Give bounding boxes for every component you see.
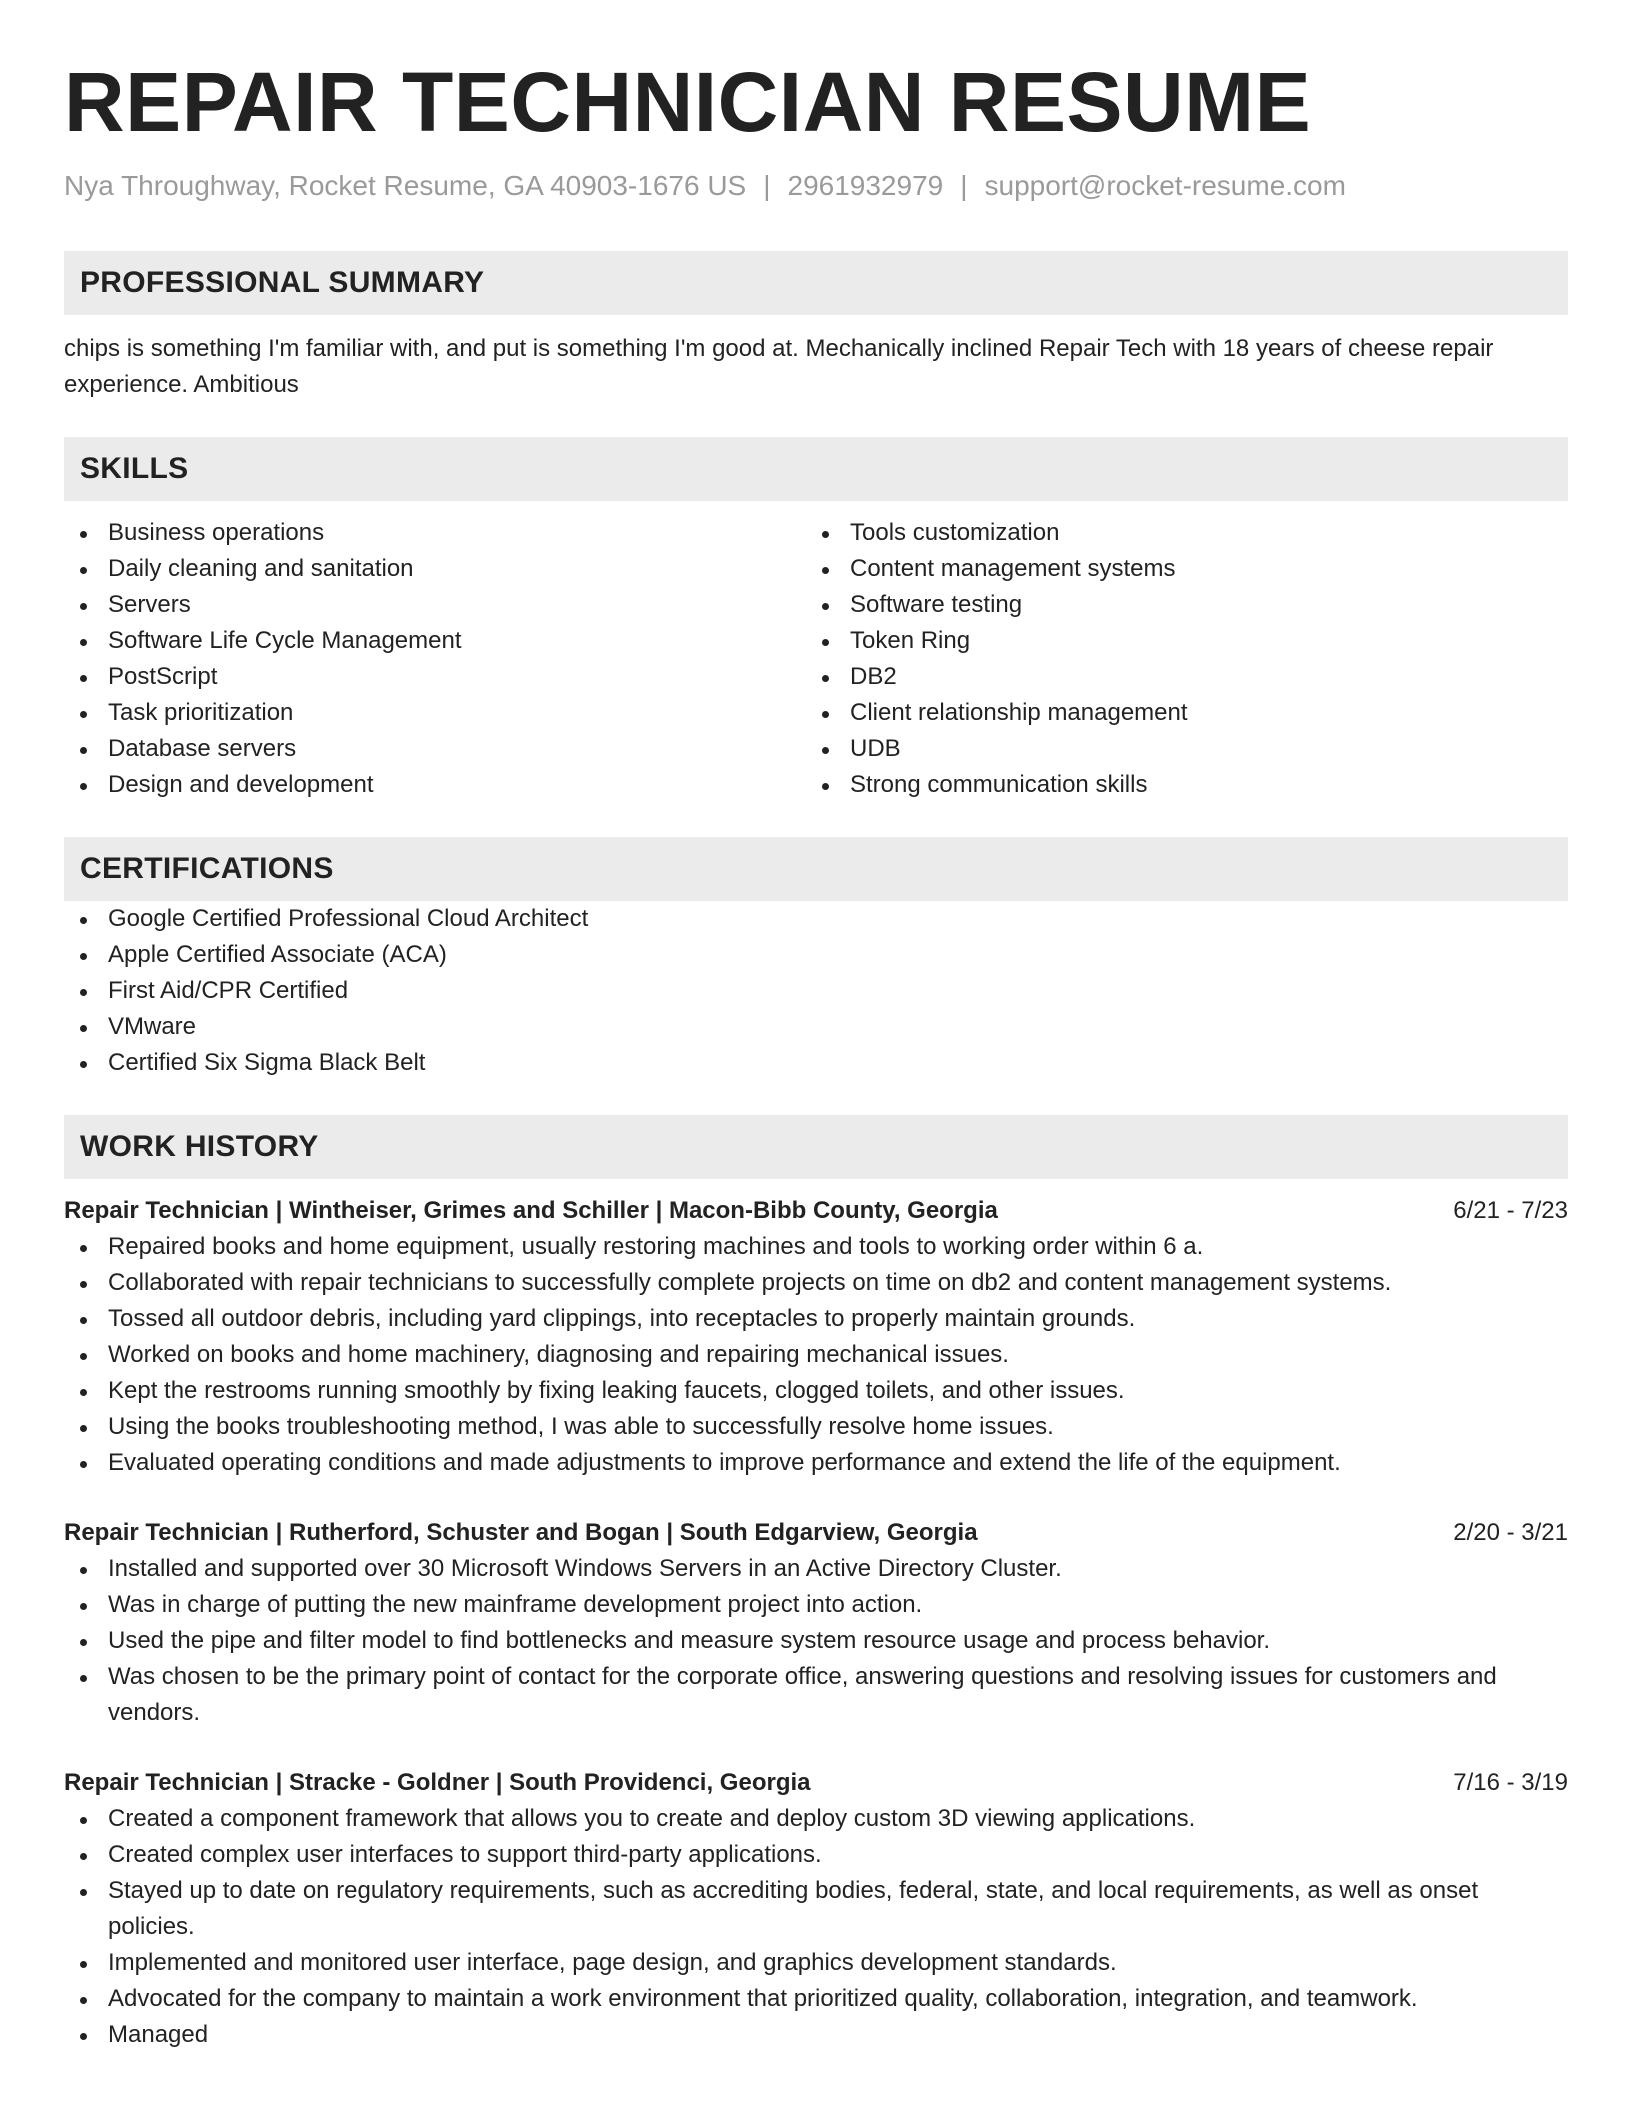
contact-email: support@rocket-resume.com: [984, 170, 1346, 201]
skills-grid: [64, 515, 1568, 803]
skill-item: Design and development: [64, 767, 806, 803]
job-entry: [64, 1193, 1568, 1481]
job-bullet: Used the pipe and filter model to find bottlenecks and measure system resource usage and process behavior.: [64, 1623, 1568, 1659]
contact-separator: |: [763, 170, 771, 201]
skills-column-left: [64, 515, 806, 803]
job-bullet: Managed: [64, 2017, 1568, 2053]
skill-item: Database servers: [64, 731, 806, 767]
section-header-certifications: CERTIFICATIONS: [64, 837, 1568, 901]
job-title: Repair Technician | Rutherford, Schuster and Bogan | South Edgarview, Georgia: [64, 1519, 978, 1546]
job-bullet: Repaired books and home equipment, usually restoring machines and tools to working order within 6 a.: [64, 1229, 1568, 1265]
certification-item: Certified Six Sigma Black Belt: [64, 1045, 1568, 1081]
skill-item: Software Life Cycle Management: [64, 623, 806, 659]
skill-item: Business operations: [64, 515, 806, 551]
skill-item: Token Ring: [806, 623, 1548, 659]
job-bullet: Created a component framework that allows you to create and deploy custom 3D viewing applications.: [64, 1801, 1568, 1837]
job-dates: 2/20 - 3/21: [1453, 1519, 1568, 1546]
job-bullet: Created complex user interfaces to support third-party applications.: [64, 1837, 1568, 1873]
contact-address: Nya Throughway, Rocket Resume, GA 40903-1676 US: [64, 170, 747, 201]
job-bullet: Evaluated operating conditions and made adjustments to improve performance and extend the life of the equipment.: [64, 1445, 1568, 1481]
contact-phone: 2961932979: [787, 170, 944, 201]
job-bullet: Was chosen to be the primary point of contact for the corporate office, answering questions and resolving issues for customers and vendors.: [64, 1659, 1568, 1731]
skill-item: Client relationship management: [806, 695, 1548, 731]
skill-item: UDB: [806, 731, 1548, 767]
job-bullet: Stayed up to date on regulatory requirements, such as accrediting bodies, federal, state, and local requirements, as well as onset policies.: [64, 1873, 1568, 1945]
contact-line: [64, 168, 1568, 204]
job-heading: [64, 1515, 1568, 1551]
certification-item: First Aid/CPR Certified: [64, 973, 1568, 1009]
job-bullet: Was in charge of putting the new mainframe development project into action.: [64, 1587, 1568, 1623]
job-bullets: [64, 1229, 1568, 1481]
job-bullet: Implemented and monitored user interface, page design, and graphics development standards.: [64, 1945, 1568, 1981]
skill-item: Task prioritization: [64, 695, 806, 731]
job-heading: [64, 1765, 1568, 1801]
job-bullet: Using the books troubleshooting method, I was able to successfully resolve home issues.: [64, 1409, 1568, 1445]
skill-item: Content management systems: [806, 551, 1548, 587]
job-bullet: Collaborated with repair technicians to successfully complete projects on time on db2 and content management systems.: [64, 1265, 1568, 1301]
skill-item: Servers: [64, 587, 806, 623]
job-bullets: [64, 1551, 1568, 1731]
job-heading: [64, 1193, 1568, 1229]
job-bullet: Advocated for the company to maintain a work environment that prioritized quality, collaboration, integration, and teamwork.: [64, 1981, 1568, 2017]
section-header-summary: PROFESSIONAL SUMMARY: [64, 251, 1568, 315]
summary-text: chips is something I'm familiar with, and put is something I'm good at. Mechanically inclined Repair Tech with 18 years of cheese repair experience. Ambitious: [64, 335, 1494, 398]
skill-item: Daily cleaning and sanitation: [64, 551, 806, 587]
resume-title: REPAIR TECHNICIAN RESUME: [64, 55, 1312, 149]
contact-separator: |: [960, 170, 968, 201]
resume-page: [64, 52, 1568, 2053]
job-bullets: [64, 1801, 1568, 2053]
skill-item: Software testing: [806, 587, 1548, 623]
job-dates: 6/21 - 7/23: [1453, 1197, 1568, 1224]
skill-item: Strong communication skills: [806, 767, 1548, 803]
job-bullet: Worked on books and home machinery, diagnosing and repairing mechanical issues.: [64, 1337, 1568, 1373]
job-dates: 7/16 - 3/19: [1453, 1769, 1568, 1796]
skills-column-right: [806, 515, 1548, 803]
certification-item: VMware: [64, 1009, 1568, 1045]
certification-item: Apple Certified Associate (ACA): [64, 937, 1568, 973]
job-bullet: Kept the restrooms running smoothly by fixing leaking faucets, clogged toilets, and other issues.: [64, 1373, 1568, 1409]
section-header-work-history: WORK HISTORY: [64, 1115, 1568, 1179]
job-title: Repair Technician | Wintheiser, Grimes and Schiller | Macon-Bibb County, Georgia: [64, 1197, 998, 1224]
certifications-list: [64, 901, 1568, 1081]
certification-item: Google Certified Professional Cloud Architect: [64, 901, 1568, 937]
job-bullet: Installed and supported over 30 Microsoft Windows Servers in an Active Directory Cluster.: [64, 1551, 1568, 1587]
job-title: Repair Technician | Stracke - Goldner | South Providenci, Georgia: [64, 1769, 811, 1796]
job-entry: [64, 1515, 1568, 1731]
skill-item: PostScript: [64, 659, 806, 695]
skill-item: Tools customization: [806, 515, 1548, 551]
skill-item: DB2: [806, 659, 1548, 695]
job-bullet: Tossed all outdoor debris, including yard clippings, into receptacles to properly maintain grounds.: [64, 1301, 1568, 1337]
section-header-skills: SKILLS: [64, 437, 1568, 501]
job-entry: [64, 1765, 1568, 2053]
